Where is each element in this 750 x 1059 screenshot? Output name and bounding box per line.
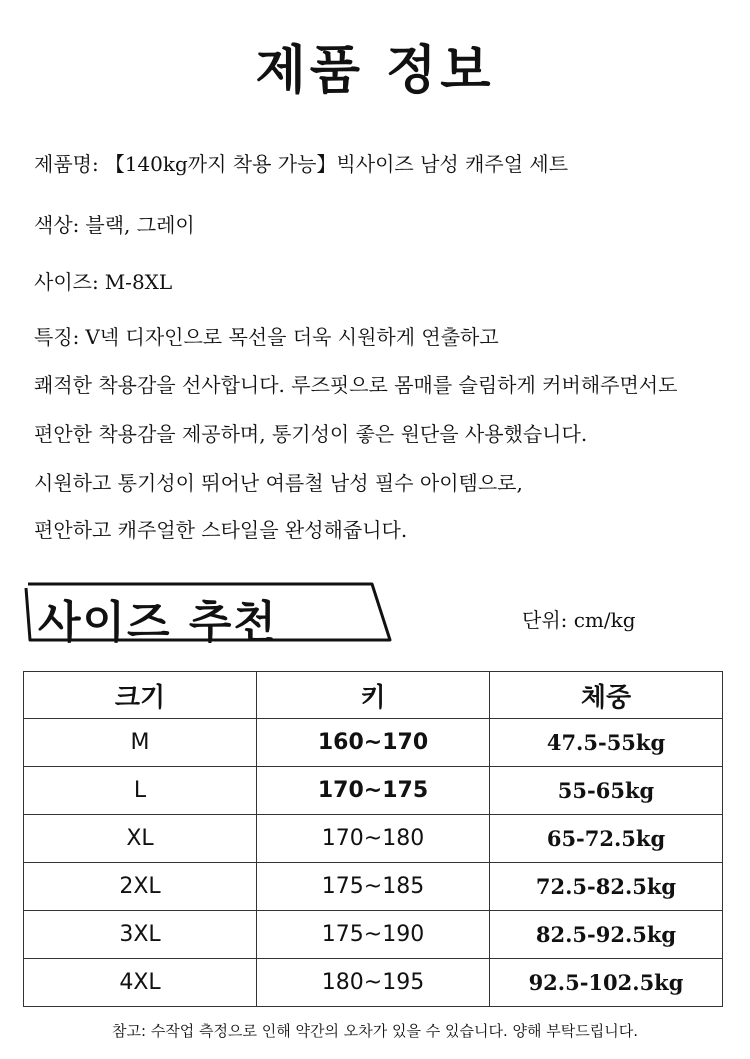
feature-line: 편안한 착용감을 제공하며, 통기성이 좋은 원단을 사용했습니다. <box>34 422 588 446</box>
header-weight: 체중 <box>490 672 723 719</box>
feature-line: 쾌적한 착용감을 선사합니다. 루즈핏으로 몸매를 슬림하게 커버해주면서도 <box>34 373 678 397</box>
feature-label: 특징: <box>34 325 80 349</box>
size-cell: 3XL <box>24 911 257 959</box>
table-header-row <box>24 672 723 719</box>
size-cell: M <box>24 719 257 767</box>
size-table <box>23 671 723 1007</box>
unit-label: 단위: cm/kg <box>522 608 636 632</box>
table-row <box>24 863 723 911</box>
color-row <box>34 213 195 237</box>
weight-cell: 47.5-55kg <box>490 719 723 767</box>
height-cell: 160~170 <box>257 719 490 767</box>
product-name-row <box>34 152 568 176</box>
height-cell: 175~190 <box>257 911 490 959</box>
size-row <box>34 270 172 294</box>
weight-cell: 92.5-102.5kg <box>490 959 723 1007</box>
size-cell: 4XL <box>24 959 257 1007</box>
table-row <box>24 815 723 863</box>
color-label: 색상: <box>34 213 80 237</box>
height-cell: 170~175 <box>257 767 490 815</box>
section-title: 사이즈 추천 <box>38 597 278 648</box>
weight-cell: 55-65kg <box>490 767 723 815</box>
feature-line: V넥 디자인으로 목선을 더욱 시원하게 연출하고 <box>85 325 499 349</box>
footnote: 참고: 수작업 측정으로 인해 약간의 오차가 있을 수 있습니다. 양해 부탁드립니다. <box>112 1022 638 1040</box>
product-name-value: 【140kg까지 착용 가능】빅사이즈 남성 캐주얼 세트 <box>104 152 569 176</box>
header-size: 크기 <box>24 672 257 719</box>
table-row <box>24 959 723 1007</box>
height-cell: 170~180 <box>257 815 490 863</box>
height-cell: 175~185 <box>257 863 490 911</box>
feature-line: 시원하고 통기성이 뛰어난 여름철 남성 필수 아이템으로, <box>34 471 523 495</box>
height-cell: 180~195 <box>257 959 490 1007</box>
header-height: 키 <box>257 672 490 719</box>
table-row <box>24 911 723 959</box>
weight-cell: 82.5-92.5kg <box>490 911 723 959</box>
size-value: M-8XL <box>104 270 173 294</box>
size-label: 사이즈: <box>34 270 99 294</box>
page-title: 제품 정보 <box>255 41 495 101</box>
feature-row <box>34 325 499 349</box>
table-row <box>24 719 723 767</box>
size-cell: L <box>24 767 257 815</box>
table-row <box>24 767 723 815</box>
weight-cell: 65-72.5kg <box>490 815 723 863</box>
size-cell: XL <box>24 815 257 863</box>
product-name-label: 제품명: <box>34 152 99 176</box>
feature-line: 편안하고 캐주얼한 스타일을 완성해줍니다. <box>34 518 408 542</box>
size-cell: 2XL <box>24 863 257 911</box>
color-value: 블랙, 그레이 <box>85 213 195 237</box>
weight-cell: 72.5-82.5kg <box>490 863 723 911</box>
